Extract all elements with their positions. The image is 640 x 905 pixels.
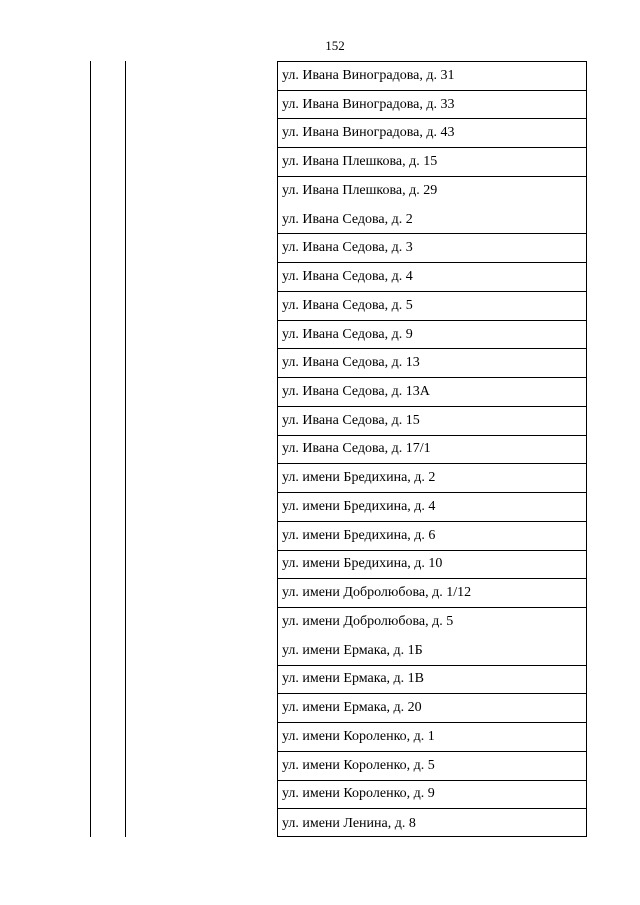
page-number: 152 <box>325 38 345 53</box>
table-row: ул. Ивана Виноградова, д. 33 <box>278 91 586 120</box>
table-row: ул. имени Ленина, д. 8 <box>282 815 416 831</box>
table-row: ул. Ивана Седова, д. 5 <box>278 292 586 321</box>
table-row: ул. имени Короленко, д. 1 <box>278 723 586 752</box>
table-row: ул. Ивана Седова, д. 15 <box>278 407 586 436</box>
table-row: ул. имени Короленко, д. 5 <box>278 752 586 781</box>
table-row: ул. имени Добролюбова, д. 5 <box>282 614 454 630</box>
table-row: ул. имени Бредихина, д. 10 <box>278 551 586 580</box>
table-row: ул. имени Ермака, д. 1В <box>278 666 586 695</box>
table-row: ул. имени Добролюбова, д. 1/12 <box>278 579 586 608</box>
table-row: ул. имени Ермака, д. 20 <box>278 694 586 723</box>
table-row: ул. имени Ермака, д. 1Б <box>278 637 586 666</box>
table-row: ул. Ивана Плешкова, д. 29 <box>282 183 438 199</box>
table-row: ул. Ивана Седова, д. 13 <box>278 349 586 378</box>
address-table <box>277 61 587 837</box>
table-column-line-2 <box>125 61 126 837</box>
table-row: ул. Ивана Виноградова, д. 31 <box>278 62 586 91</box>
table-row: ул. Ивана Седова, д. 3 <box>278 234 586 263</box>
table-row: ул. имени Бредихина, д. 6 <box>278 522 586 551</box>
table-row: ул. Ивана Седова, д. 13А <box>278 378 586 407</box>
table-column-line-1 <box>90 61 91 837</box>
table-row: ул. имени Короленко, д. 9 <box>278 781 586 810</box>
table-row: ул. Ивана Седова, д. 9 <box>278 321 586 350</box>
table-row: ул. Ивана Плешкова, д. 15 <box>278 148 586 177</box>
table-row: ул. Ивана Седова, д. 4 <box>278 263 586 292</box>
table-row: ул. Ивана Виноградова, д. 43 <box>278 119 586 148</box>
table-row: ул. имени Бредихина, д. 2 <box>278 464 586 493</box>
table-row: ул. имени Бредихина, д. 4 <box>278 493 586 522</box>
table-row: ул. Ивана Седова, д. 17/1 <box>278 436 586 465</box>
table-row: ул. Ивана Седова, д. 2 <box>278 206 586 235</box>
